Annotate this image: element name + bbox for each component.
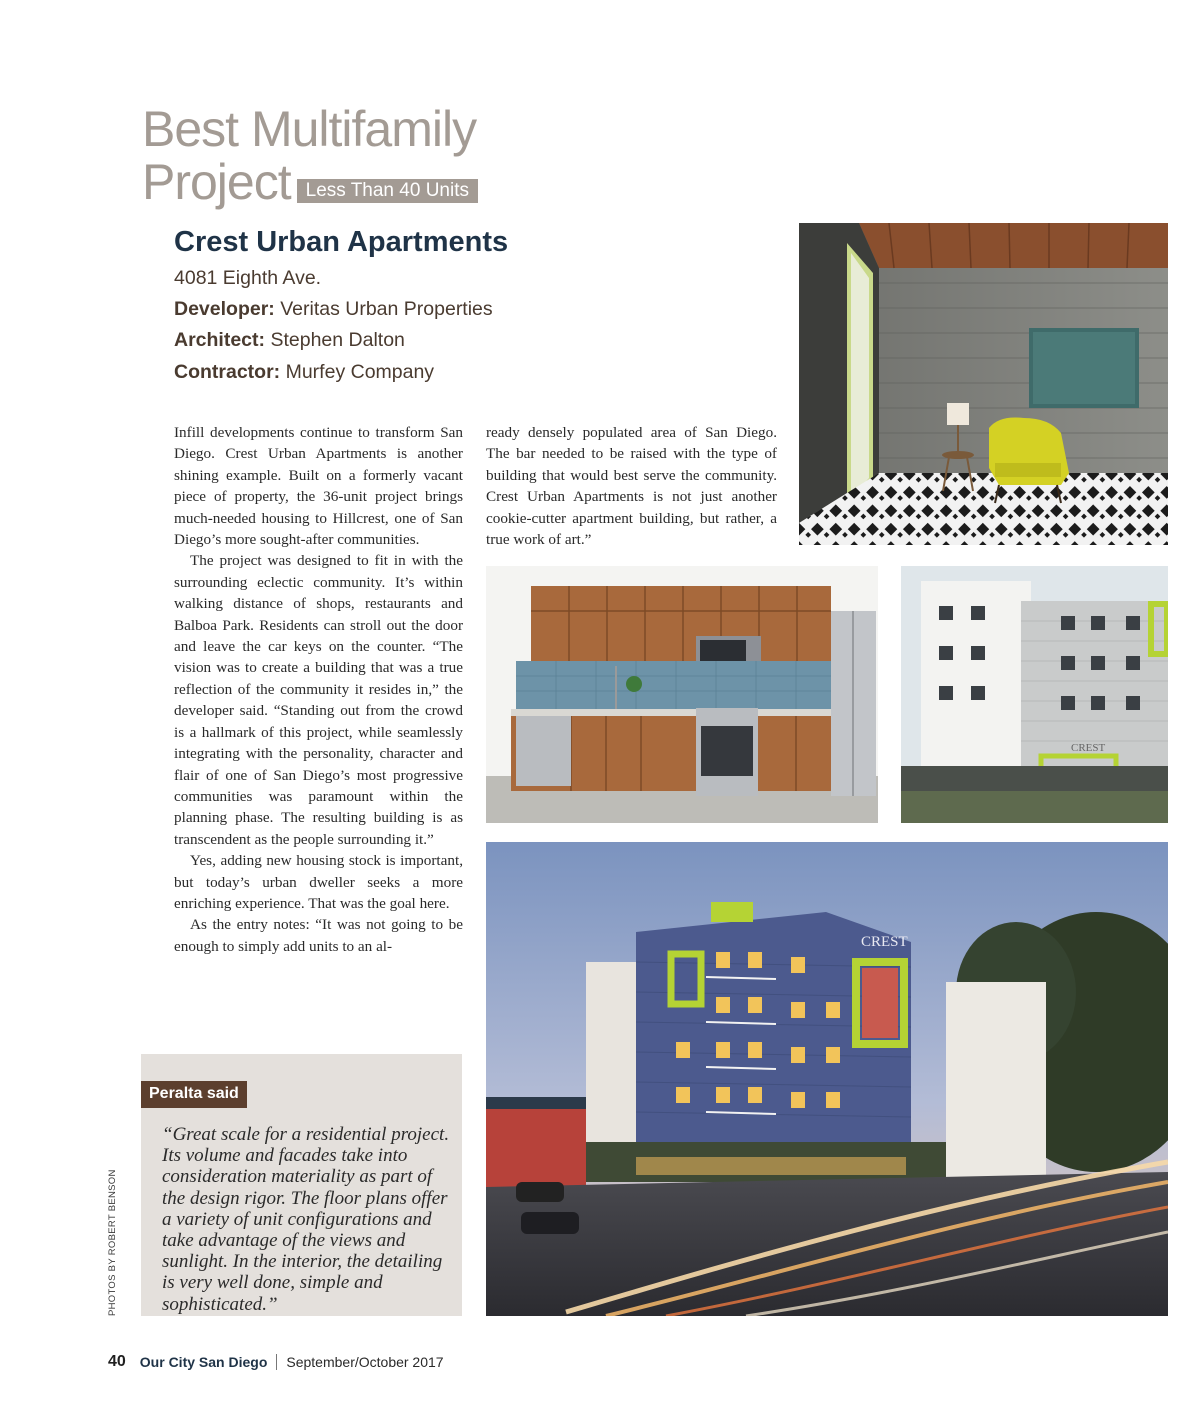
issue-date: September/October 2017 xyxy=(286,1354,444,1370)
interior-lounge-photo xyxy=(799,223,1168,545)
facade-sign-text: CREST xyxy=(1071,742,1106,754)
category-heading-word: Project xyxy=(142,154,291,210)
page-number: 40 xyxy=(108,1353,126,1370)
page-footer xyxy=(108,1353,444,1371)
contractor-label: Contractor: xyxy=(174,361,281,383)
developer-value: Veritas Urban Properties xyxy=(280,298,493,320)
category-heading-line1: Best Multifamily xyxy=(142,101,477,157)
footer-divider xyxy=(276,1354,277,1370)
street-view-dusk-photo xyxy=(486,842,1168,1316)
developer-label: Developer: xyxy=(174,298,275,320)
article-paragraph: As the entry notes: “It was not going to be enough to simply add units to an al- xyxy=(174,916,463,955)
building-sign-text: CREST xyxy=(861,934,908,950)
sidebar-quote: “Great scale for a residential project. Its volume and facades take into consideration materiality as part of the design rigor. The floor plans offer a variety of unit configurations and take advantage of the views and sunlight. In the interior, the detailing is very well done, simple and sophisticated.” xyxy=(162,1124,450,1315)
article-paragraph: Infill developments continue to transform San Diego. Crest Urban Apartments is another shining example. Built on a formerly vacant piece of property, the 36-unit project brings much-needed housing to Hillcrest, one of San Diego’s more sought-after communities. xyxy=(174,424,463,549)
article-column-2 xyxy=(486,422,777,550)
magazine-name: Our City San Diego xyxy=(139,1354,268,1370)
article-paragraph: The project was designed to fit in with the surrounding eclectic community. It’s within walking distance of shops, restaurants and Balboa Park. Residents can stroll out the door and leave the car keys on the counter. “The vision was to create a building that was a true reflection of the community it resides in,” the developer said. “Standing out from the crowd is a hallmark of this project, while seamlessly integrating with the personality, character and flair of one of San Diego’s most progressive communities was paramount within the planning phase. The resulting building is as transcendent as the people surrounding it.” xyxy=(174,552,463,848)
sidebar-tag: Peralta said xyxy=(141,1081,247,1108)
category-badge: Less Than 40 Units xyxy=(297,179,478,203)
photo-credit: PHOTOS BY ROBERT BENSON xyxy=(107,1169,118,1316)
architect-value: Stephen Dalton xyxy=(270,329,405,351)
article-paragraph: ready densely populated area of San Diego. The bar needed to be raised with the type of building that would best serve the community. Crest Urban Apartments is not just another cookie-cutter apartment building, but rather, a true work of art.” xyxy=(486,424,777,549)
project-developer xyxy=(174,298,493,321)
project-architect xyxy=(174,329,405,352)
article-column-1 xyxy=(174,422,463,957)
project-contractor xyxy=(174,361,434,384)
project-title: Crest Urban Apartments xyxy=(174,226,509,258)
article-paragraph: Yes, adding new housing stock is important, but today’s urban dweller seeks a more enriching experience. That was the goal here. xyxy=(174,852,463,912)
category-heading-line2 xyxy=(142,154,478,210)
building-facade-photo xyxy=(901,566,1168,823)
contractor-value: Murfey Company xyxy=(285,361,435,383)
kitchen-photo xyxy=(486,566,878,823)
project-address: 4081 Eighth Ave. xyxy=(174,267,322,289)
architect-label: Architect: xyxy=(174,329,266,351)
